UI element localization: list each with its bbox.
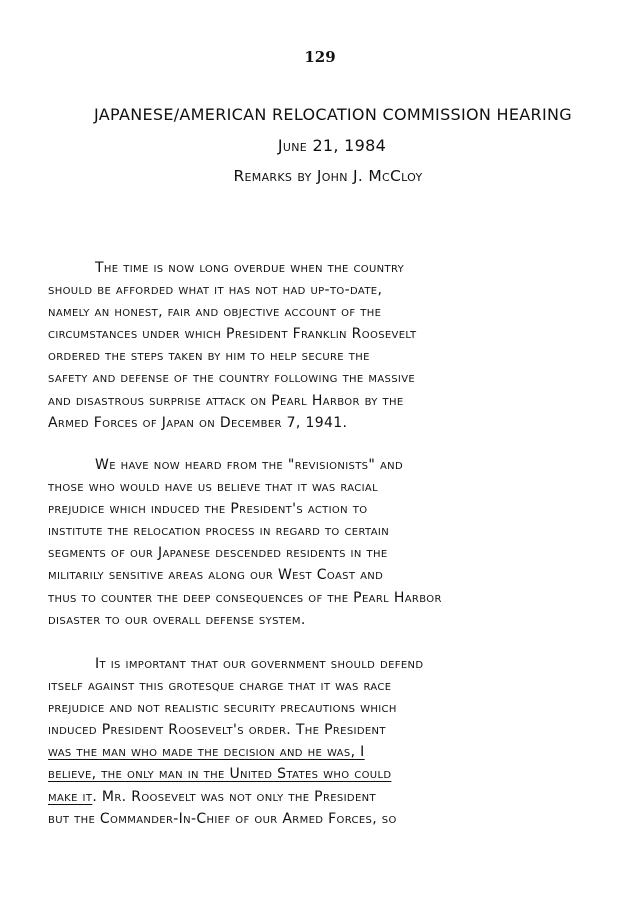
text-line: safety and defense of the country following the massive	[48, 370, 416, 387]
text-line: The time is now long overdue when the country	[95, 260, 405, 276]
text-line: prejudice which induced the President's action to	[48, 501, 368, 518]
text-line: segments of our Japanese descended residents in the	[48, 545, 388, 562]
text-line: itself against this grotesque charge that it was race	[48, 678, 392, 695]
text-line: those who would have us believe that it was racial	[48, 479, 379, 496]
paragraph-2	[48, 454, 628, 631]
text-line: namely an honest, fair and objective account of the	[48, 304, 382, 321]
text-line	[48, 741, 628, 763]
text-line: We have now heard from the "revisionists" and	[95, 457, 404, 473]
text-line: thus to counter the deep consequences of the Pearl Harbor	[48, 589, 442, 606]
text-line: institute the relocation process in regard to certain	[48, 523, 390, 540]
text-line: and disastrous surprise attack on Pearl Harbor by the	[48, 392, 404, 409]
text-line: Armed Forces of Japan on December 7, 1941.	[48, 414, 348, 431]
text-line: but the Commander-In-Chief of our Armed Forces, so	[48, 810, 397, 827]
text-segment: . Mr. Roosevelt was not only the President	[92, 788, 376, 805]
document-byline: Remarks by John J. McCloy	[233, 167, 423, 185]
text-line: ordered the steps taken by him to help secure the	[48, 348, 370, 365]
text-line: circumstances under which President Franklin Roosevelt	[48, 326, 417, 343]
underlined-text: was the man who made the decision and he was, I	[48, 744, 365, 761]
text-line	[48, 786, 628, 808]
text-line: prejudice and not realistic security precautions which	[48, 700, 397, 717]
text-line: It is important that our government should defend	[95, 656, 424, 672]
paragraph-3	[48, 653, 628, 830]
text-line: induced President Roosevelt's order. The President	[48, 722, 386, 739]
document-title: JAPANESE/AMERICAN RELOCATION COMMISSION HEARING	[94, 105, 572, 124]
text-line: militarily sensitive areas along our West Coast and	[48, 567, 384, 584]
text-line: disaster to our overall defense system.	[48, 611, 306, 628]
paragraph-1	[48, 257, 628, 434]
page-number: 129	[304, 48, 336, 66]
text-line	[48, 763, 628, 785]
underlined-text: believe, the only man in the United States who could	[48, 766, 392, 783]
document-date: June 21, 1984	[277, 136, 387, 155]
underlined-text: make it	[48, 788, 93, 805]
text-line: should be afforded what it has not had up-to-date,	[48, 282, 383, 299]
